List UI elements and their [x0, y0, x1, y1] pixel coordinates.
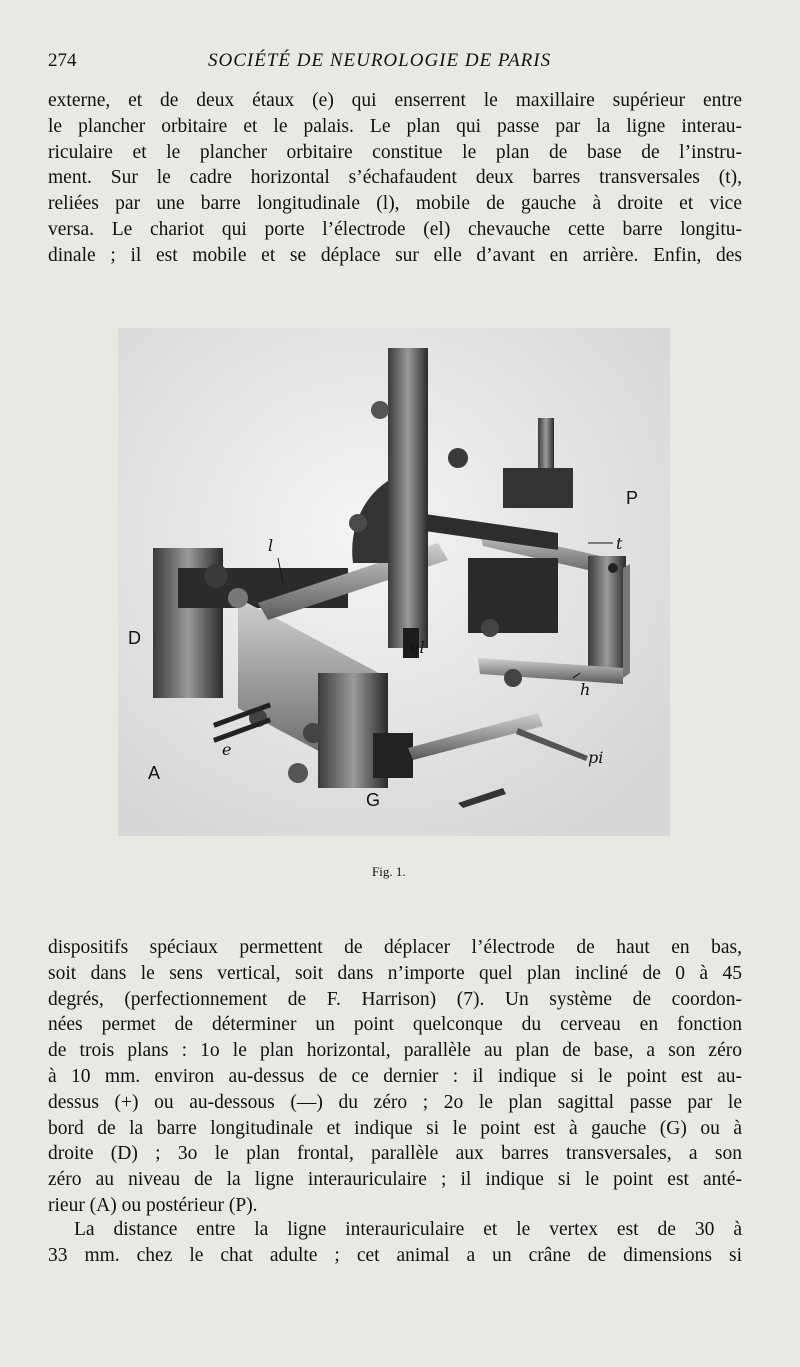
text-line: de trois plans : 1o le plan horizontal, parallèle au plan de base, a son zéro — [48, 1040, 742, 1062]
text-line: rieur (A) ou postérieur (P). — [48, 1194, 258, 1216]
paragraph-middle — [48, 935, 742, 1219]
text-line: droite (D) ; 3o le plan frontal, parallèle aux barres transversales, a son — [48, 1143, 742, 1165]
text-line: zéro au niveau de la ligne interauriculaire ; il indique si le point est anté- — [48, 1169, 742, 1191]
text-line: 33 mm. chez le chat adulte ; cet animal a un crâne de dimensions si — [48, 1244, 742, 1266]
label-d: D — [128, 628, 141, 648]
text-line: riculaire et le plancher orbitaire constitue le plan de base de l’instru- — [48, 141, 742, 163]
label-t: t — [616, 534, 623, 553]
text-line: dispositifs spéciaux permettent de déplacer l’électrode de haut en bas, — [48, 937, 742, 958]
paragraph-bottom — [48, 1217, 742, 1269]
text-line: externe, et de deux étaux (e) qui enserrent le maxillaire supérieur entre — [48, 90, 742, 111]
label-p: P — [626, 488, 639, 508]
text-line: soit dans le sens vertical, soit dans n’importe quel plan incliné de 0 à 45 — [48, 962, 742, 984]
label-el: el — [410, 638, 425, 657]
running-head: SOCIÉTÉ DE NEUROLOGIE DE PARIS — [208, 50, 552, 71]
text-line: ment. Sur le cadre horizontal s’échafaudent deux barres transversales (t), — [48, 167, 742, 189]
label-h: h — [580, 680, 591, 699]
label-l: l — [268, 536, 274, 555]
text-line: bord de la barre longitudinale et indique si le point est à gauche (G) ou à — [48, 1117, 742, 1139]
page-number: 274 — [48, 50, 77, 71]
label-e: e — [222, 740, 232, 759]
text-line: reliées par une barre longitudinale (l), mobile de gauche à droite et vice — [48, 193, 742, 215]
text-line: degrés, (perfectionnement de F. Harrison) (7). Un système de coordon- — [48, 988, 742, 1010]
text-line: dinale ; il est mobile et se déplace sur elle d’avant en arrière. Enfin, des — [48, 244, 742, 266]
label-g: G — [366, 790, 381, 810]
text-line: versa. Le chariot qui porte l’électrode (el) chevauche cette barre longitu- — [48, 218, 742, 240]
text-line: nées permet de déterminer un point quelconque du cerveau en fonction — [48, 1014, 742, 1036]
paragraph-top — [48, 88, 742, 269]
text-line: à 10 mm. environ au-dessus de ce dernier : il indique si le point est au- — [48, 1065, 742, 1087]
text-line: dessus (+) ou au-dessous (—) du zéro ; 2o le plan sagittal passe par le — [48, 1091, 742, 1113]
label-a: A — [148, 763, 161, 783]
label-pi: pi — [588, 748, 604, 767]
figure-stereotaxic-apparatus — [118, 328, 670, 836]
text-line: La distance entre la ligne interauriculaire et le vertex est de 30 à — [74, 1219, 742, 1240]
figure-caption: Fig. 1. — [372, 864, 406, 879]
text-line: le plancher orbitaire et le palais. Le plan qui passe par la ligne interau- — [48, 115, 742, 137]
page-header — [48, 50, 752, 80]
